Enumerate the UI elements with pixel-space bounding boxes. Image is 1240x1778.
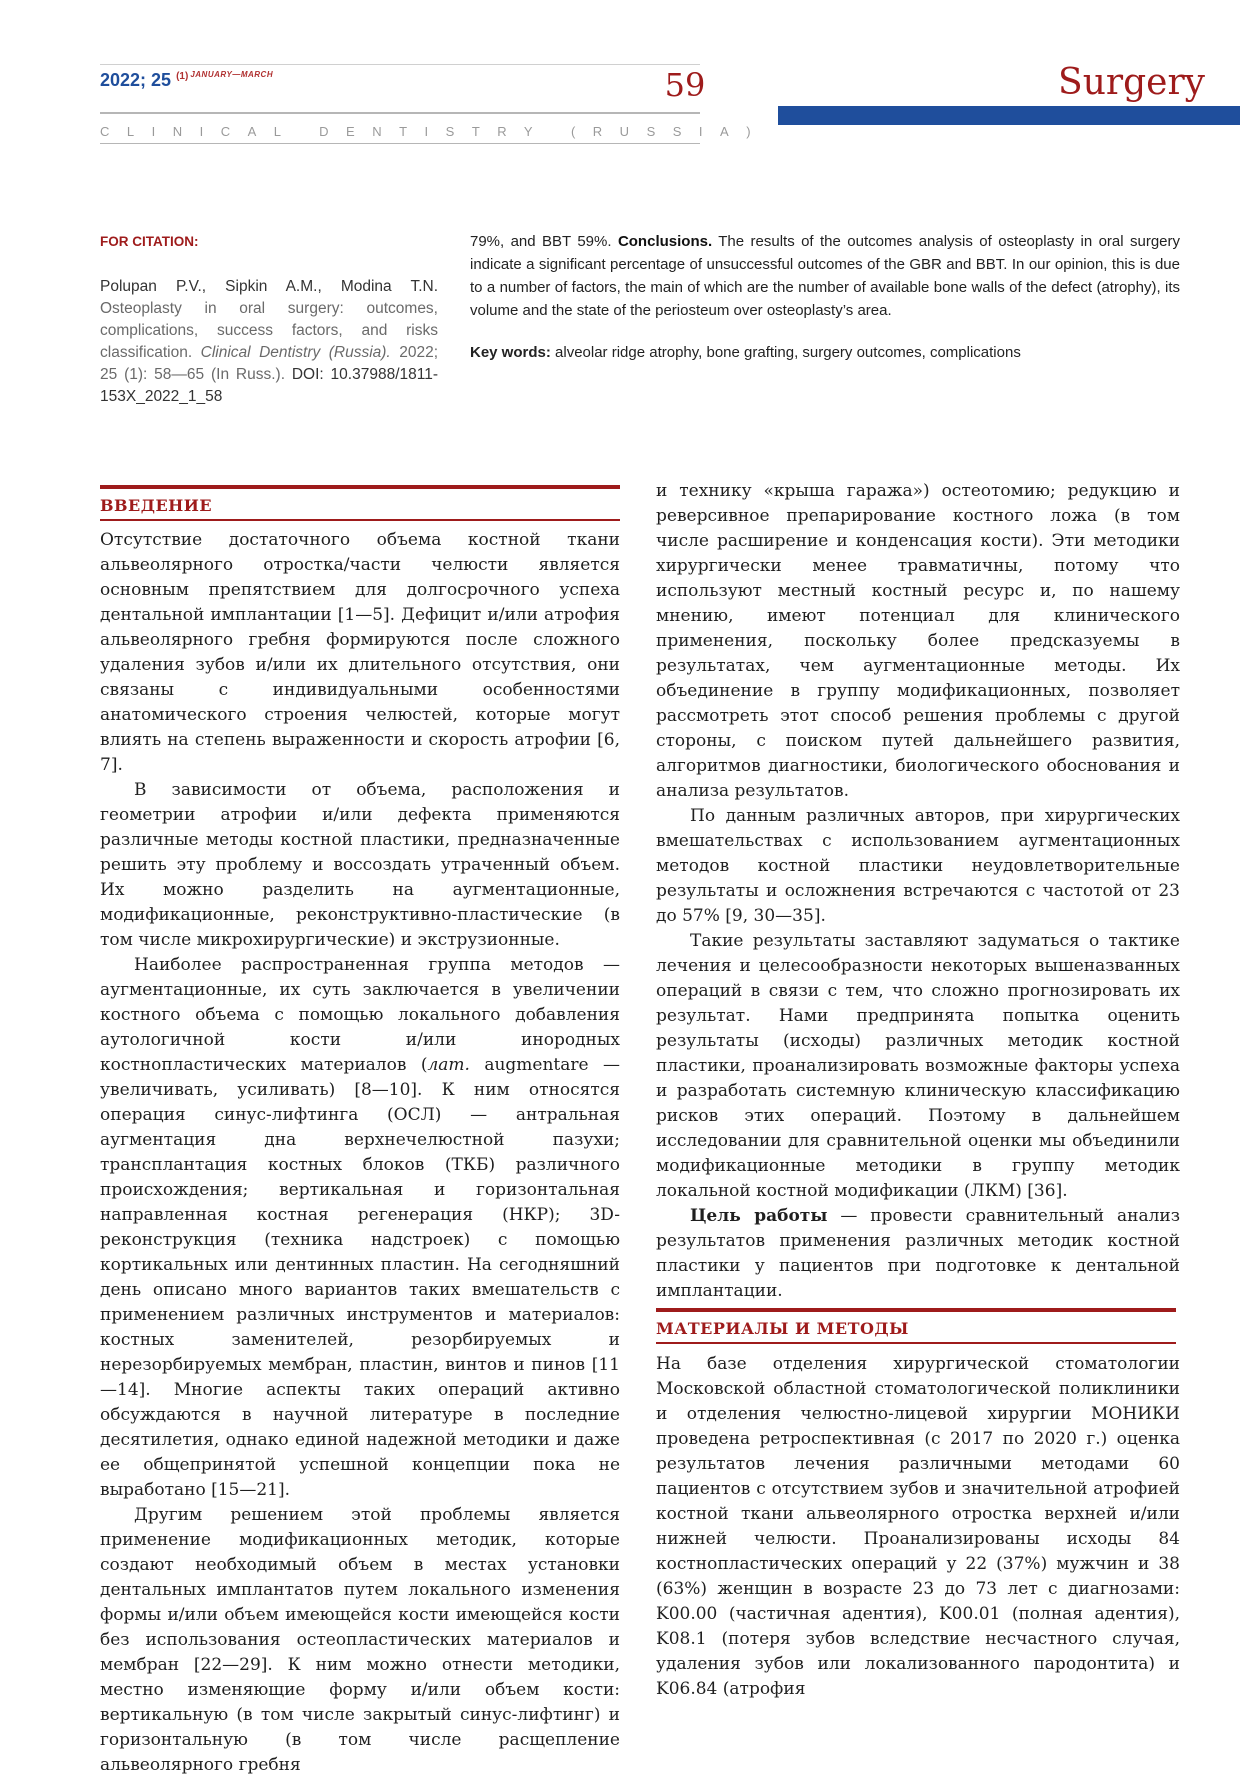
keywords xyxy=(470,342,1180,364)
header-rule-bottom xyxy=(100,143,700,144)
conclusions-text: The results of the outcomes analysis of osteoplasty in oral surgery indicate a significant percentage of unsuccessful outcomes of the GBR and BBT. In our opinion, this is due to a number of factors, the main of which are the number of available bone walls of the defect (atrophy), its volume and the state of the periosteum over osteoplasty’s area. xyxy=(470,233,1181,319)
intro-column xyxy=(100,528,620,1778)
abstract-text: 79%, and BBT 59%. Conclusions. The results of the outcomes analysis of osteoplasty in oral surgery indicate a significant percentage of unsuccessful outcomes of the GBR and BBT. In our opinion, this is due to a number of factors, the main of which are the number of available bone walls of the defect (atrophy), its volume and the state of the periosteum over osteoplasty’s area. xyxy=(470,233,1181,319)
right-paragraph-1: и технику «крыша гаража») остеотомию; редукцию и реверсивное препарирование костного ложа (в том числе расширение и конденсация кости). Эти методики хирургически менее травматичны, потому что используют местный костный ресурс и, по нашему мнению, имеют потенциал для клинического применения, поскольку более предсказуемы в результатах, чем аугментационные методы. Их объединение в группу модификационных, позволяет рассмотреть этот способ решения проблемы с другой стороны, с поиском путей дальнейшего развития, алгоритмов диагностики, биологического обоснования и анализа результатов. xyxy=(656,481,1180,801)
issue-months: JANUARY—MARCH xyxy=(190,70,274,79)
methods-heading: МАТЕРИАЛЫ И МЕТОДЫ xyxy=(656,1319,909,1338)
issue-number: (1) xyxy=(176,71,189,82)
intro-paragraph-3: Наиболее распространенная группа методов — аугментационные, их суть заключается в увеличении костного объема с помощью локального добавления аутологичной кости и/или инородных костнопластических материалов (лат. augmentare — увеличивать, усиливать) [8—10]. К ним относятся операция синус-лифтинга (ОСЛ) — антральная аугментация дна верхнечелюстной пазухи; трансплантация костных блоков (ТКБ) различного происхождения; вертикальная и горизонтальная направленная костная регенерация (НКР); 3D-реконструкция (техника надстроек) с помощью кортикальных или дентинных пластин. На сегодняшний день описано много вариантов таких вмешательств с применением различных инструментов и материалов: костных заменителей, резорбируемых и нерезорбируемых мембран, пластин, винтов и пинов [11—14]. Многие аспекты таких операций активно обсуждаются в научной литературе в последние десятилетия, однако единой надежной методики и даже ее общепринятой успешной концепции пока не выработано [15—21]. xyxy=(100,955,620,1500)
keywords-text: alveolar ridge atrophy, bone grafting, surgery outcomes, complications xyxy=(550,344,1021,361)
right-paragraph-2: По данным различных авторов, при хирургических вмешательствах с использованием аугментационных методов костной пластики неудовлетворительные результаты и осложнения встречаются с частотой от 23 до 57% [9, 30—35]. xyxy=(656,806,1180,926)
intro-heading-rule-bottom xyxy=(100,519,620,521)
page-number: 59 xyxy=(664,66,706,104)
right-paragraph-3: Такие результаты заставляют задуматься о тактике лечения и целесообразности некоторых вышеназванных операций в связи с тем, что сложно прогнозировать их результат. Нами предпринята попытка оценить результаты (исходы) различных методик костной пластики, проанализировать возможные факторы успеха и разработать системную клиническую классификацию рисков этих операций. Поэтому в дальнейшем исследовании для сравнительной оценки мы объединили модификационные методики в группу методик локальной костной модификации (ЛКМ) [36]. xyxy=(656,931,1180,1201)
keywords-label: Key words: xyxy=(470,344,551,361)
citation-journal: Clinical Dentistry (Russia). xyxy=(200,344,391,361)
citation-authors: Polupan P.V., Sipkin A.M., Modina T.N. xyxy=(100,278,438,295)
methods-heading-rule-bottom xyxy=(656,1342,1176,1344)
aim-paragraph xyxy=(656,1204,1180,1304)
methods-paragraph-1: На базе отделения хирургической стоматологии Московской областной стоматологической поликлиники и отделения челюстно-лицевой хирургии МОНИКИ проведена ретроспективная (с 2017 по 2020 г.) оценка результатов лечения различными методами 60 пациентов с отсутствием зубов и значительной атрофией костной ткани альвеолярного отростка верхней и/или нижней челюсти. Проанализированы исходы 84 костнопластических операций у 22 (37%) мужчин и 38 (63%) женщин в возрасте 23 до 73 лет с диагнозами: K00.00 (частичная адентия), K00.01 (полная адентия), K08.1 (потеря зубов вследствие несчастного случая, удаления зубов или локализованного пародонтита) и K06.84 (атрофия xyxy=(656,1354,1180,1699)
section-color-bar xyxy=(778,106,1240,125)
conclusions-label: Conclusions. xyxy=(617,233,713,250)
citation-details: 2022; 25 (1): 58—65 (In Russ.). xyxy=(100,344,438,383)
intro-heading: ВВЕДЕНИЕ xyxy=(100,496,213,515)
methods-heading-rule-top xyxy=(656,1308,1176,1312)
intro-paragraph-4: Другим решением этой проблемы является применение модификационных методик, которые создают необходимый объем в местах установки дентальных имплантатов путем локального изменения формы и/или объем имеющейся кости имеющейся кости без использования остеопластических материалов и мембран [22—29]. К ним можно отнести методики, местно изменяющие форму и/или объем кости: вертикальную (в том числе закрытый синус-лифтинг) и горизонтальную (в том числе расщепление альвеолярного гребня xyxy=(100,1505,620,1775)
aim-label: Цель работы xyxy=(690,1206,828,1226)
citation-doi: DOI: 10.37988/1811-153X_2022_1_58 xyxy=(100,366,438,405)
issue-info: 2022; 25 $^{(1)}$ $^{JANUARY—MARCH}$ xyxy=(100,70,274,90)
citation-title: Osteoplasty in oral surgery: outcomes, complications, success factors, and risks classification. xyxy=(100,300,438,361)
intro-paragraph-1: Отсутствие достаточного объема костной ткани альвеолярного отростка/части челюсти является основным препятствием для долгосрочного успеха дентальной имплантации [1—5]. Дефицит и/или атрофия альвеолярного гребня формируются после сложного удаления зубов и/или их длительного отсутствия, они связаны с индивидуальными особенностями анатомического строения челюстей, которые могут влиять на степень выраженности и скорость атрофии [6, 7]. xyxy=(100,530,620,775)
header-rule xyxy=(100,112,700,114)
methods-column xyxy=(656,1352,1180,1702)
intro-paragraph-2: В зависимости от объема, расположения и геометрии атрофии и/или дефекта применяются различные методы костной пластики, предназначенные решить эту проблему и воссоздать утраченный объем. Их можно разделить на аугментационные, модификационные, реконструктивно-пластические (в том числе микрохирургические) и экструзионные. xyxy=(100,780,620,950)
citation-label: FOR CITATION: xyxy=(100,234,199,249)
aim-text: — провести сравнительный анализ результатов применения различных методик костной пластики у пациентов при подготовке к дентальной имплантации. xyxy=(656,1206,1181,1301)
section-title: Surgery xyxy=(1058,62,1205,103)
journal-name: CLINICAL DENTISTRY (RUSSIA) xyxy=(100,124,769,139)
latin-abbrev: лат. xyxy=(427,1055,470,1075)
right-column xyxy=(656,479,1180,1304)
citation-text xyxy=(100,276,438,408)
intro-heading-rule-top xyxy=(100,485,620,489)
header-top-rule xyxy=(100,64,700,65)
